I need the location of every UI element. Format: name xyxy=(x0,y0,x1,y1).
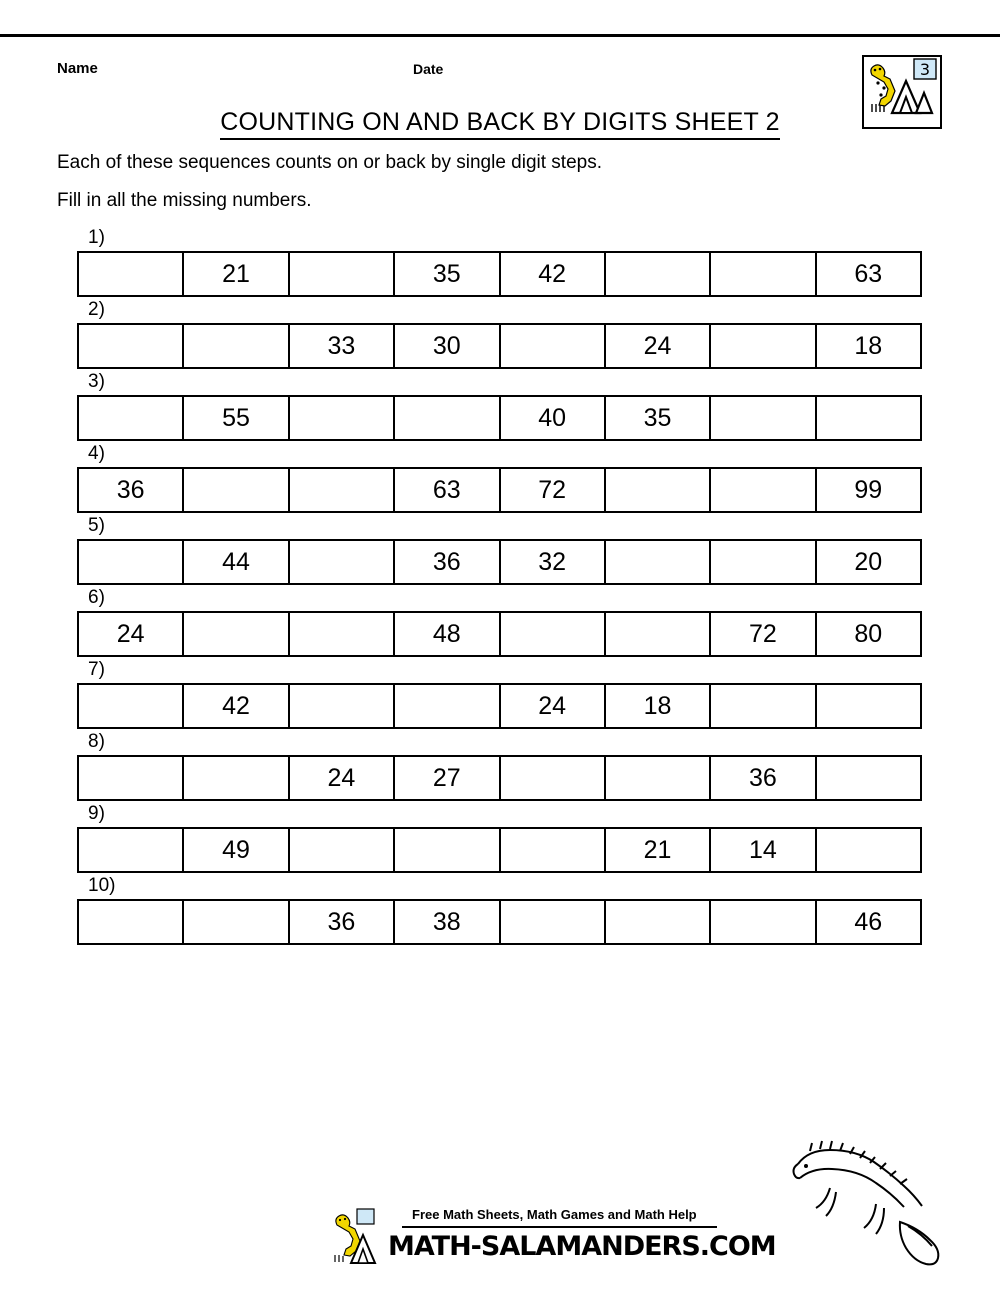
sequence-row xyxy=(77,539,922,585)
answer-blank-cell[interactable] xyxy=(290,613,395,655)
name-label: Name xyxy=(57,60,98,77)
answer-blank-cell[interactable] xyxy=(711,325,816,367)
given-number-cell: 42 xyxy=(184,685,289,727)
answer-blank-cell[interactable] xyxy=(184,757,289,799)
answer-blank-cell[interactable] xyxy=(711,397,816,439)
given-number-cell: 44 xyxy=(184,541,289,583)
sequence-row xyxy=(77,611,922,657)
problem-row xyxy=(0,729,1000,801)
given-number-cell: 36 xyxy=(79,469,184,511)
given-number-cell: 80 xyxy=(854,619,883,648)
answer-blank-cell[interactable] xyxy=(79,901,184,943)
answer-blank-cell[interactable] xyxy=(606,613,711,655)
given-number-cell: 30 xyxy=(395,325,500,367)
given-number-cell: 18 xyxy=(606,685,711,727)
answer-blank-cell[interactable] xyxy=(711,901,816,943)
answer-blank-cell[interactable] xyxy=(184,469,289,511)
answer-blank-cell[interactable] xyxy=(711,469,816,511)
answer-blank-cell[interactable] xyxy=(606,253,711,295)
problem-number: 5) xyxy=(88,515,105,536)
answer-blank-cell[interactable] xyxy=(79,829,184,871)
answer-blank-cell[interactable] xyxy=(290,685,395,727)
given-number-cell: 63 xyxy=(395,469,500,511)
problem-number: 3) xyxy=(88,371,105,392)
answer-blank-cell[interactable] xyxy=(395,397,500,439)
footer-salamander-icon xyxy=(327,1205,389,1271)
given-number-cell: 99 xyxy=(854,475,883,504)
problem-number: 6) xyxy=(88,587,105,608)
problem-number: 9) xyxy=(88,803,105,824)
answer-blank-cell[interactable] xyxy=(79,253,184,295)
answer-blank-cell[interactable] xyxy=(711,253,816,295)
given-number-cell: 35 xyxy=(606,397,711,439)
problem-number: 2) xyxy=(88,299,105,320)
answer-blank-cell[interactable] xyxy=(290,397,395,439)
problem-number: 8) xyxy=(88,731,105,752)
answer-blank-cell[interactable] xyxy=(501,325,606,367)
given-number-cell: 33 xyxy=(290,325,395,367)
answer-blank-cell[interactable] xyxy=(501,901,606,943)
sequence-row xyxy=(77,395,922,441)
given-number-cell: 40 xyxy=(501,397,606,439)
given-number-cell: 49 xyxy=(184,829,289,871)
given-number-cell: 21 xyxy=(606,829,711,871)
problem-row xyxy=(0,585,1000,657)
given-number-cell: 24 xyxy=(606,325,711,367)
problem-row xyxy=(0,801,1000,873)
sequence-row xyxy=(77,683,922,729)
page-title-text: COUNTING ON AND BACK BY DIGITS SHEET 2 xyxy=(220,108,780,140)
answer-blank-cell[interactable] xyxy=(817,685,920,727)
answer-blank-cell[interactable] xyxy=(711,685,816,727)
footer-brand: MATH-SALAMANDERS.COM xyxy=(388,1231,776,1262)
given-number-cell: 63 xyxy=(854,259,883,288)
given-number-cell: 24 xyxy=(501,685,606,727)
answer-blank-cell[interactable] xyxy=(395,685,500,727)
given-number-cell: 24 xyxy=(290,757,395,799)
answer-blank-cell[interactable] xyxy=(79,685,184,727)
answer-blank-cell[interactable] xyxy=(79,397,184,439)
answer-blank-cell[interactable] xyxy=(606,541,711,583)
answer-blank-cell[interactable] xyxy=(79,757,184,799)
given-number-cell: 46 xyxy=(854,907,883,936)
answer-blank-cell[interactable] xyxy=(184,901,289,943)
footer-tagline: Free Math Sheets, Math Games and Math Help xyxy=(412,1207,697,1222)
given-number-cell: 72 xyxy=(711,613,816,655)
answer-blank-cell[interactable] xyxy=(79,541,184,583)
given-number-cell: 35 xyxy=(395,253,500,295)
sequence-row xyxy=(77,755,922,801)
problem-row xyxy=(0,297,1000,369)
answer-blank-cell[interactable] xyxy=(184,325,289,367)
given-number-cell: 42 xyxy=(501,253,606,295)
given-number-cell: 18 xyxy=(854,331,883,360)
answer-blank-cell[interactable] xyxy=(606,469,711,511)
given-number-cell: 48 xyxy=(395,613,500,655)
instruction-line-2: Fill in all the missing numbers. xyxy=(57,190,312,211)
given-number-cell: 27 xyxy=(395,757,500,799)
given-number-cell: 36 xyxy=(711,757,816,799)
problem-number: 10) xyxy=(88,875,116,896)
answer-blank-cell[interactable] xyxy=(290,253,395,295)
given-number-cell: 24 xyxy=(79,613,184,655)
given-number-cell: 55 xyxy=(184,397,289,439)
answer-blank-cell[interactable] xyxy=(606,757,711,799)
page-title xyxy=(0,108,1000,137)
answer-blank-cell[interactable] xyxy=(501,757,606,799)
given-number-cell: 38 xyxy=(395,901,500,943)
sequence-row xyxy=(77,251,922,297)
answer-blank-cell[interactable] xyxy=(395,829,500,871)
problem-row xyxy=(0,225,1000,297)
problem-list xyxy=(0,225,1000,945)
footer-divider xyxy=(402,1226,717,1228)
instruction-line-1: Each of these sequences counts on or back by single digit steps. xyxy=(57,152,602,173)
given-number-cell: 21 xyxy=(184,253,289,295)
answer-blank-cell[interactable] xyxy=(817,829,920,871)
sequence-row xyxy=(77,467,922,513)
problem-row xyxy=(0,441,1000,513)
problem-row xyxy=(0,369,1000,441)
answer-blank-cell[interactable] xyxy=(290,469,395,511)
problem-row xyxy=(0,657,1000,729)
problem-row xyxy=(0,513,1000,585)
sequence-row xyxy=(77,323,922,369)
date-label: Date xyxy=(413,61,444,77)
given-number-cell: 72 xyxy=(501,469,606,511)
svg-text:3: 3 xyxy=(919,60,931,79)
lizard-illustration-icon xyxy=(780,1130,960,1270)
answer-blank-cell[interactable] xyxy=(817,757,920,799)
problem-row xyxy=(0,873,1000,945)
answer-blank-cell[interactable] xyxy=(79,325,184,367)
answer-blank-cell[interactable] xyxy=(606,901,711,943)
answer-blank-cell[interactable] xyxy=(290,829,395,871)
given-number-cell: 14 xyxy=(711,829,816,871)
answer-blank-cell[interactable] xyxy=(501,829,606,871)
answer-blank-cell[interactable] xyxy=(817,397,920,439)
answer-blank-cell[interactable] xyxy=(290,541,395,583)
problem-number: 4) xyxy=(88,443,105,464)
given-number-cell: 36 xyxy=(395,541,500,583)
answer-blank-cell[interactable] xyxy=(184,613,289,655)
problem-number: 1) xyxy=(88,227,105,248)
problem-number: 7) xyxy=(88,659,105,680)
top-divider xyxy=(0,34,1000,37)
answer-blank-cell[interactable] xyxy=(711,541,816,583)
answer-blank-cell[interactable] xyxy=(501,613,606,655)
given-number-cell: 36 xyxy=(290,901,395,943)
given-number-cell: 32 xyxy=(501,541,606,583)
sequence-row xyxy=(77,827,922,873)
sequence-row xyxy=(77,899,922,945)
given-number-cell: 20 xyxy=(854,547,883,576)
